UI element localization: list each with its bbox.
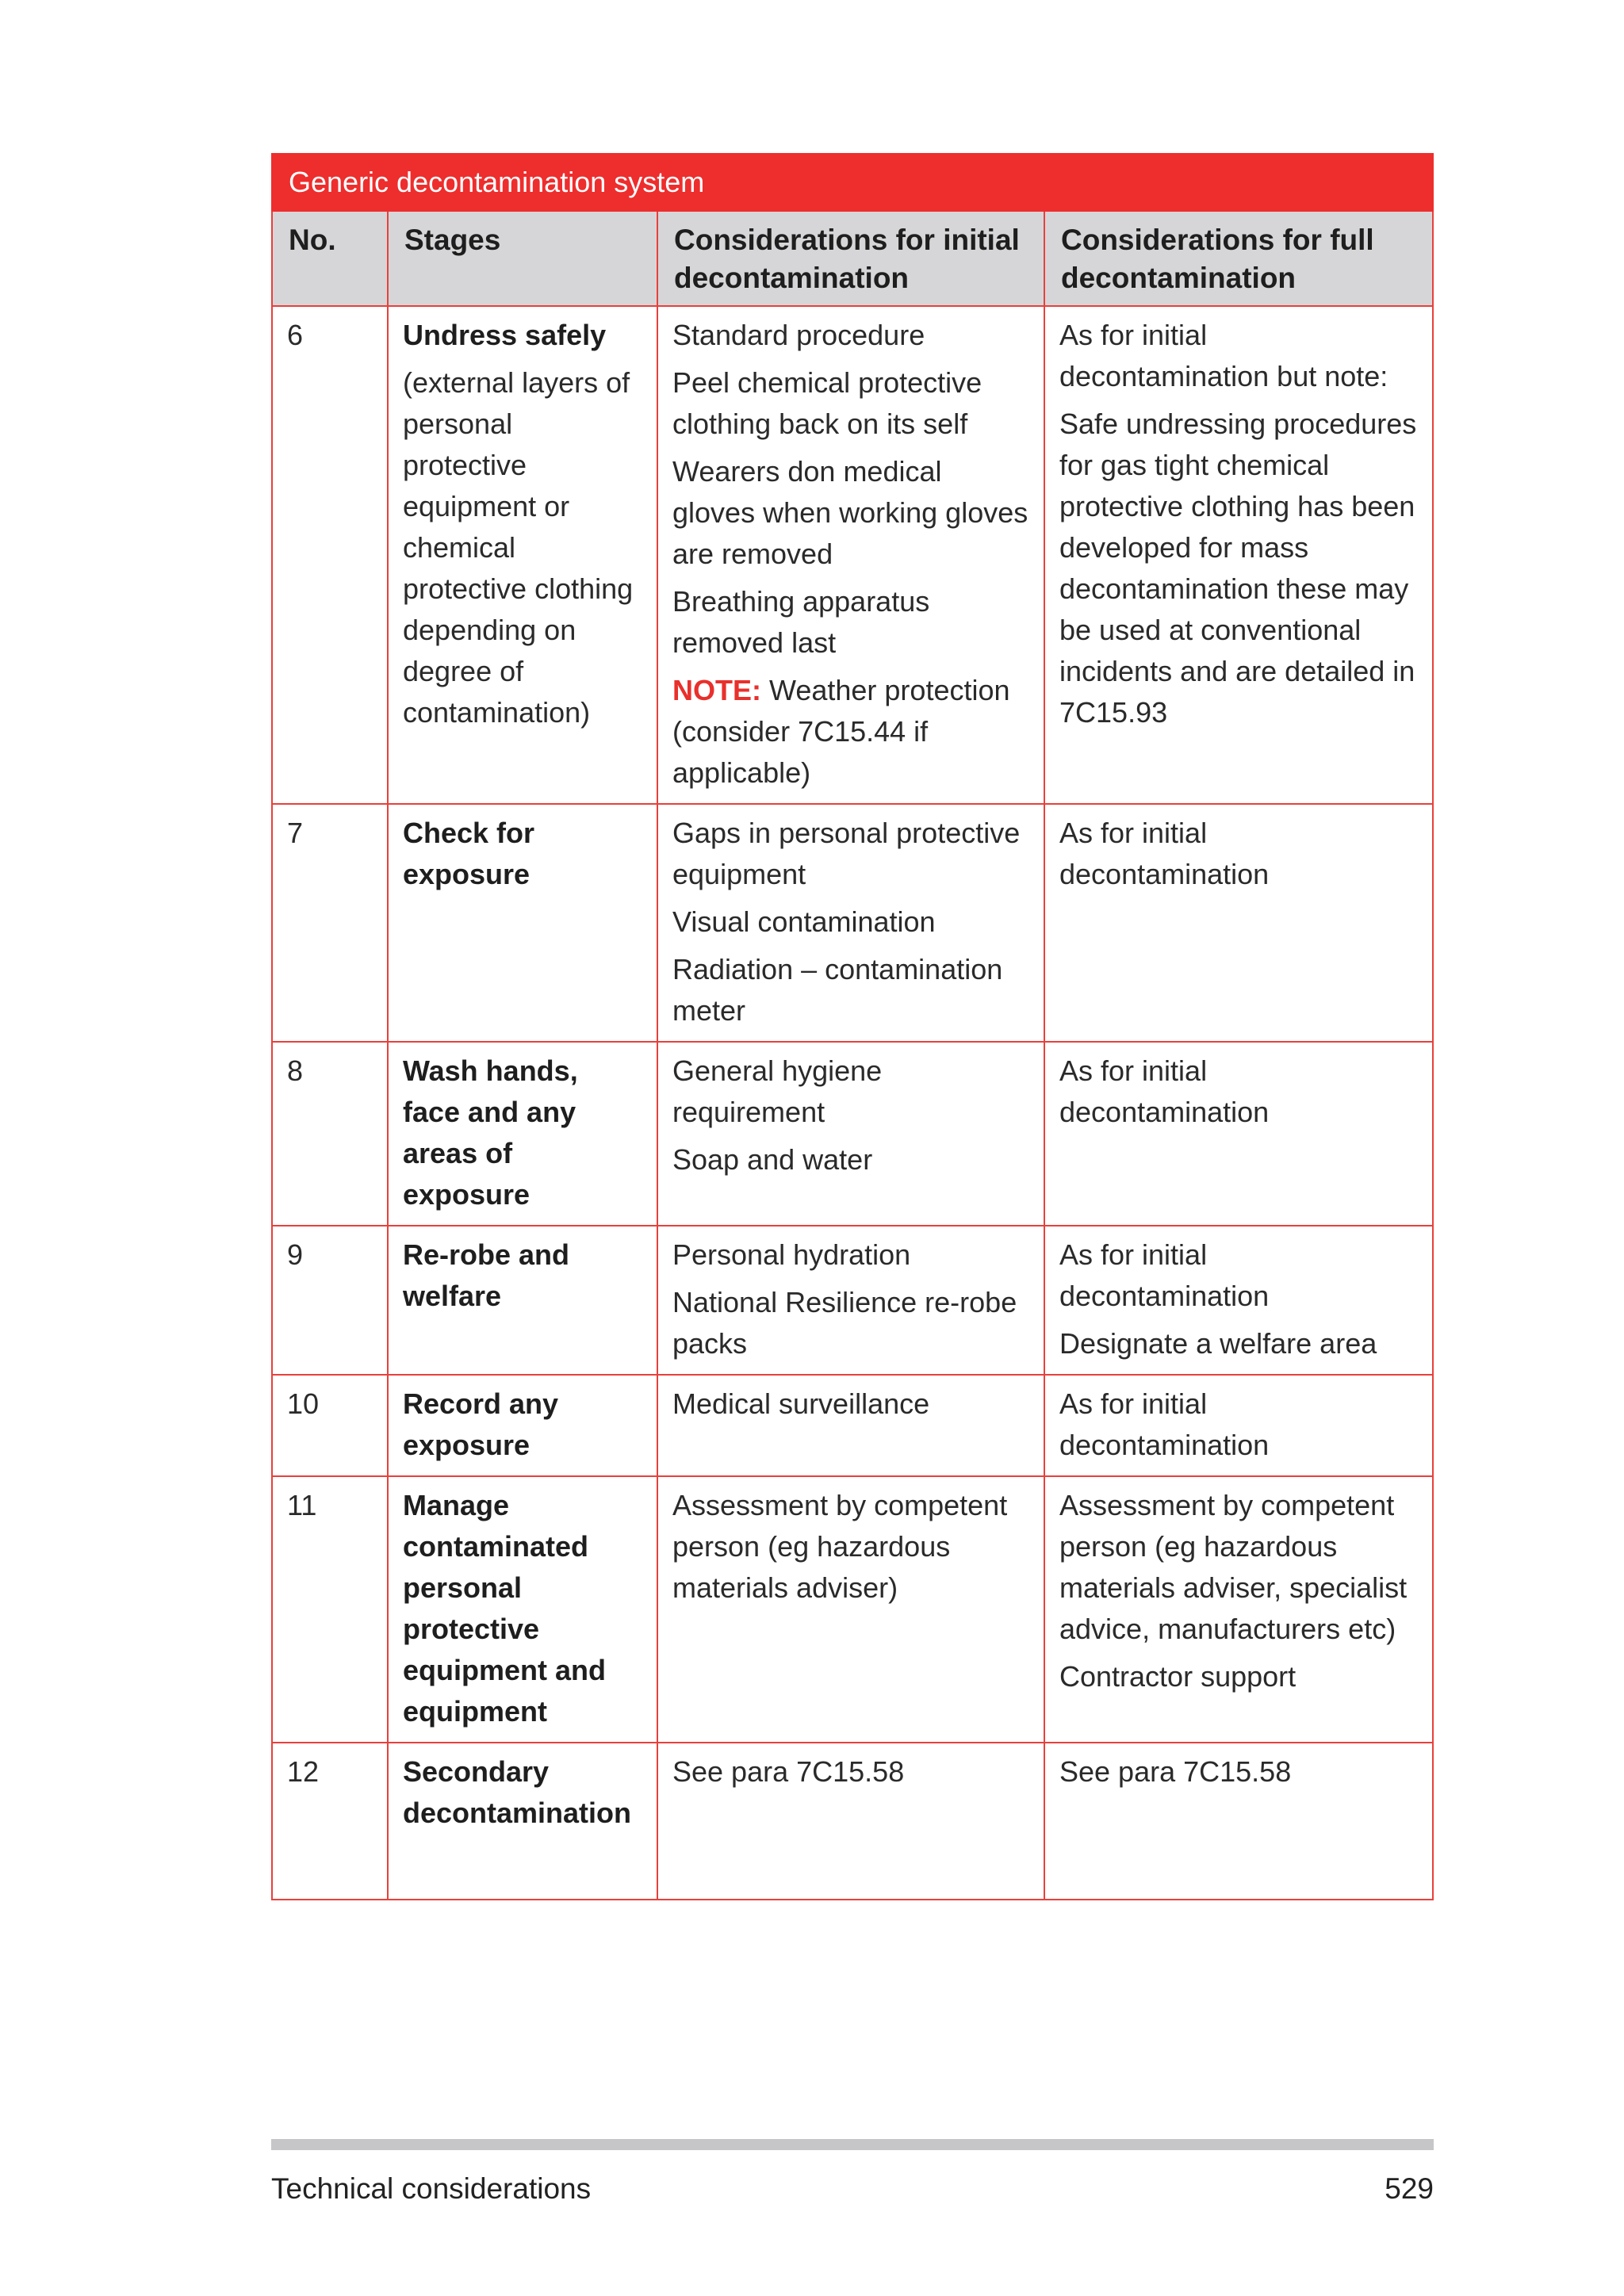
stage-subtitle: (external layers of personal protective equipment or chemical protective clothing depending on degree of contamination) bbox=[403, 366, 634, 729]
row-number: 6 bbox=[272, 306, 388, 804]
full-item: See para 7C15.58 bbox=[1059, 1755, 1292, 1788]
decontamination-table bbox=[271, 153, 1434, 1900]
initial-cell bbox=[657, 1226, 1044, 1375]
initial-cell bbox=[657, 1375, 1044, 1476]
initial-cell bbox=[657, 1743, 1044, 1900]
row-number: 11 bbox=[272, 1476, 388, 1743]
full-item: As for initial decontamination bbox=[1059, 817, 1270, 890]
initial-item: Assessment by competent person (eg hazardous materials adviser) bbox=[672, 1489, 1008, 1604]
initial-item: Standard procedure bbox=[672, 319, 925, 351]
full-cell bbox=[1044, 804, 1433, 1042]
initial-item: Radiation – contamination meter bbox=[672, 953, 1003, 1027]
decontamination-table-container bbox=[271, 153, 1432, 1900]
initial-item: Medical surveillance bbox=[672, 1387, 930, 1420]
initial-item: Peel chemical protective clothing back on its self bbox=[672, 366, 982, 440]
stage-title: Manage contaminated personal protective equipment and equipment bbox=[403, 1489, 607, 1728]
stage-cell bbox=[388, 1226, 657, 1375]
initial-item: National Resilience re-robe packs bbox=[672, 1286, 1017, 1360]
full-cell bbox=[1044, 306, 1433, 804]
note-text: Weather protection (consider 7C15.44 if applicable) bbox=[672, 674, 1010, 789]
note-label: NOTE: bbox=[672, 674, 761, 706]
stage-cell bbox=[388, 1476, 657, 1743]
table-row bbox=[272, 804, 1433, 1042]
full-cell bbox=[1044, 1226, 1433, 1375]
table-row bbox=[272, 1042, 1433, 1226]
stage-title: Secondary decontamination bbox=[403, 1755, 632, 1829]
stage-cell bbox=[388, 804, 657, 1042]
full-item: As for initial decontamination but note: bbox=[1059, 319, 1388, 392]
row-number: 10 bbox=[272, 1375, 388, 1476]
full-item: Designate a welfare area bbox=[1059, 1327, 1377, 1360]
footer-section-title: Technical considerations bbox=[271, 2172, 592, 2205]
initial-cell bbox=[657, 306, 1044, 804]
initial-item: General hygiene requirement bbox=[672, 1054, 883, 1128]
stage-title: Check for exposure bbox=[403, 817, 535, 890]
page-number: 529 bbox=[1385, 2172, 1434, 2205]
table-header-row bbox=[272, 211, 1433, 306]
full-item: Safe undressing procedures for gas tight chemical protective clothing has been developed for mass decontamination these may be used at conventional incidents and are detailed in 7C15.93 bbox=[1059, 408, 1417, 729]
initial-item: Breathing apparatus removed last bbox=[672, 585, 930, 659]
stage-cell bbox=[388, 306, 657, 804]
row-number: 12 bbox=[272, 1743, 388, 1900]
header-no: No. bbox=[272, 211, 388, 306]
stage-title: Undress safely bbox=[403, 319, 607, 351]
row-number: 7 bbox=[272, 804, 388, 1042]
full-cell bbox=[1044, 1042, 1433, 1226]
stage-title: Record any exposure bbox=[403, 1387, 559, 1461]
initial-item: Visual contamination bbox=[672, 905, 936, 938]
full-item: As for initial decontamination bbox=[1059, 1054, 1270, 1128]
initial-item: Personal hydration bbox=[672, 1238, 911, 1271]
full-item: Assessment by competent person (eg hazardous materials adviser, specialist advice, manufacturers etc) bbox=[1059, 1489, 1408, 1645]
table-title-row bbox=[272, 154, 1433, 211]
table-row bbox=[272, 1375, 1433, 1476]
initial-note bbox=[672, 670, 1029, 794]
initial-item: Soap and water bbox=[672, 1143, 873, 1176]
stage-cell bbox=[388, 1743, 657, 1900]
initial-item: Wearers don medical gloves when working gloves are removed bbox=[672, 455, 1028, 570]
table-row bbox=[272, 1226, 1433, 1375]
full-cell bbox=[1044, 1375, 1433, 1476]
stage-title: Re-robe and welfare bbox=[403, 1238, 570, 1312]
full-cell bbox=[1044, 1476, 1433, 1743]
stage-title: Wash hands, face and any areas of exposure bbox=[403, 1054, 578, 1211]
full-item: As for initial decontamination bbox=[1059, 1387, 1270, 1461]
stage-cell bbox=[388, 1042, 657, 1226]
table-row bbox=[272, 1476, 1433, 1743]
initial-cell bbox=[657, 1476, 1044, 1743]
initial-cell bbox=[657, 1042, 1044, 1226]
header-stages: Stages bbox=[388, 211, 657, 306]
full-cell bbox=[1044, 1743, 1433, 1900]
initial-cell bbox=[657, 804, 1044, 1042]
table-title: Generic decontamination system bbox=[272, 154, 1433, 211]
full-item: As for initial decontamination bbox=[1059, 1238, 1270, 1312]
table-row bbox=[272, 306, 1433, 804]
row-number: 8 bbox=[272, 1042, 388, 1226]
table-row bbox=[272, 1743, 1433, 1900]
footer-divider bbox=[271, 2139, 1434, 2150]
initial-item: Gaps in personal protective equipment bbox=[672, 817, 1021, 890]
row-number: 9 bbox=[272, 1226, 388, 1375]
header-initial: Considerations for initial decontamination bbox=[657, 211, 1044, 306]
initial-item: See para 7C15.58 bbox=[672, 1755, 905, 1788]
header-full: Considerations for full decontamination bbox=[1044, 211, 1433, 306]
stage-cell bbox=[388, 1375, 657, 1476]
full-item: Contractor support bbox=[1059, 1660, 1297, 1693]
